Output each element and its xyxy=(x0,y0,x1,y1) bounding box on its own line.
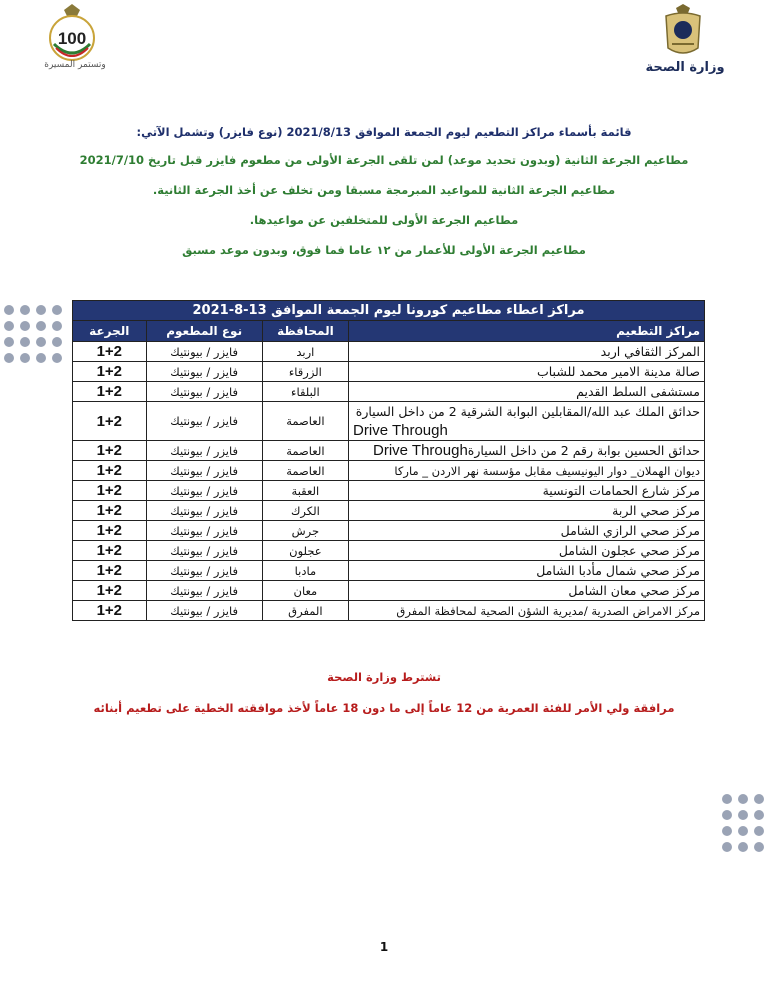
region: العاصمة xyxy=(262,402,348,441)
center-name-latin: Drive Through xyxy=(373,442,468,459)
column-header-dose: الجرعة xyxy=(73,321,147,342)
intro-line-4: مطاعيم الجرعة الأولى للمتخلفين عن مواعيدها. xyxy=(249,213,519,227)
vaccine-type: فايزر / بيونتيك xyxy=(146,342,262,362)
table-row xyxy=(73,581,705,601)
dose: 1+2 xyxy=(73,441,147,461)
column-header-vaccine: نوع المطعوم xyxy=(146,321,262,342)
table-row xyxy=(73,541,705,561)
centennial-logo xyxy=(44,4,100,64)
region: الكرك xyxy=(262,501,348,521)
dose: 1+2 xyxy=(73,402,147,441)
region: البلقاء xyxy=(262,382,348,402)
center-name: مركز صحي الربة xyxy=(349,501,705,521)
intro-line-1: قائمة بأسماء مراكز التطعيم ليوم الجمعة الموافق 2021/8/13 (نوع فايزر) وتشمل الآتي: xyxy=(136,125,632,139)
center-name: مركز الامراض الصدرية /مديرية الشؤن الصحية لمحافظة المفرق xyxy=(349,601,705,621)
center-name: صالة مدينة الامير محمد للشباب xyxy=(349,362,705,382)
page-number: 1 xyxy=(379,940,389,954)
region: عجلون xyxy=(262,541,348,561)
vaccine-type: فايزر / بيونتيك xyxy=(146,441,262,461)
table-title: مراكز اعطاء مطاعيم كورونا ليوم الجمعة الموافق 13-8-2021 xyxy=(73,301,705,321)
intro-line-2: مطاعيم الجرعة الثانية (وبدون تحديد موعد) لمن تلقى الجرعة الأولى من مطعوم فايزر قبل تاريخ 2021/7/10 xyxy=(79,153,689,167)
dose: 1+2 xyxy=(73,382,147,402)
region: المفرق xyxy=(262,601,348,621)
vaccine-type: فايزر / بيونتيك xyxy=(146,481,262,501)
vaccine-type: فايزر / بيونتيك xyxy=(146,402,262,441)
center-name: ديوان الهملان_ دوار اليونيسيف مقابل مؤسسة نهر الاردن _ ماركا xyxy=(349,461,705,481)
vaccine-type: فايزر / بيونتيك xyxy=(146,541,262,561)
ministry-name: وزارة الصحة xyxy=(645,60,725,75)
vaccine-type: فايزر / بيونتيك xyxy=(146,362,262,382)
region: جرش xyxy=(262,521,348,541)
table-row xyxy=(73,481,705,501)
center-name-multiline xyxy=(349,402,705,441)
center-name: مركز شارع الحمامات التونسية xyxy=(349,481,705,501)
table-row xyxy=(73,461,705,481)
dose: 1+2 xyxy=(73,342,147,362)
center-name: حدائق الملك عبد الله/المقابلين البوابة الشرقية 2 من داخل السيارة xyxy=(355,404,700,419)
requirement-text: مرافقة ولي الأمر للفئة العمرية من 12 عاماً إلى ما دون 18 عاماً لأخذ موافقته الخطية على تطعيم أبنائه xyxy=(93,701,675,715)
dose: 1+2 xyxy=(73,561,147,581)
vaccination-centers-table xyxy=(72,300,705,621)
table-row xyxy=(73,561,705,581)
table-row xyxy=(73,342,705,362)
table-row xyxy=(73,402,705,441)
decorative-dots-left xyxy=(4,305,62,363)
table-row xyxy=(73,441,705,461)
center-name: مركز صحي عجلون الشامل xyxy=(349,541,705,561)
center-name: مستشفى السلط القديم xyxy=(349,382,705,402)
center-name-mixed xyxy=(349,441,705,461)
vaccine-type: فايزر / بيونتيك xyxy=(146,382,262,402)
dose: 1+2 xyxy=(73,481,147,501)
center-name: مركز صحي شمال مأدبا الشامل xyxy=(349,561,705,581)
center-name: مركز صحي الرازي الشامل xyxy=(349,521,705,541)
decorative-dots-right xyxy=(722,794,768,852)
center-name: حدائق الحسين بوابة رقم 2 من داخل السيارة xyxy=(467,443,700,458)
vaccine-type: فايزر / بيونتيك xyxy=(146,581,262,601)
requirement-title: تشترط وزارة الصحة xyxy=(327,670,441,684)
intro-line-3: مطاعيم الجرعة الثانية للمواعيد المبرمجة مسبقا ومن تخلف عن أخذ الجرعة الثانية. xyxy=(152,183,616,197)
vaccine-type: فايزر / بيونتيك xyxy=(146,561,262,581)
center-name: مركز صحي معان الشامل xyxy=(349,581,705,601)
column-header-center: مراكز التطعيم xyxy=(349,321,705,342)
region: اربد xyxy=(262,342,348,362)
dose: 1+2 xyxy=(73,601,147,621)
table-row xyxy=(73,501,705,521)
vaccine-type: فايزر / بيونتيك xyxy=(146,461,262,481)
center-name: المركز الثقافي اربد xyxy=(349,342,705,362)
dose: 1+2 xyxy=(73,541,147,561)
vaccine-type: فايزر / بيونتيك xyxy=(146,501,262,521)
dose: 1+2 xyxy=(73,362,147,382)
region: مادبا xyxy=(262,561,348,581)
center-name-latin: Drive Through xyxy=(353,422,448,439)
logo-number: 100 xyxy=(57,29,87,48)
table-row xyxy=(73,382,705,402)
vaccine-type: فايزر / بيونتيك xyxy=(146,521,262,541)
ministry-crest-logo xyxy=(658,4,708,58)
intro-line-5: مطاعيم الجرعة الأولى للأعمار من ١٢ عاما فما فوق، وبدون موعد مسبق xyxy=(182,243,586,257)
dose: 1+2 xyxy=(73,521,147,541)
region: الزرقاء xyxy=(262,362,348,382)
vaccine-type: فايزر / بيونتيك xyxy=(146,601,262,621)
dose: 1+2 xyxy=(73,501,147,521)
region: العقبة xyxy=(262,481,348,501)
region: معان xyxy=(262,581,348,601)
column-header-region: المحافظة xyxy=(262,321,348,342)
region: العاصمة xyxy=(262,461,348,481)
dose: 1+2 xyxy=(73,581,147,601)
table-row xyxy=(73,362,705,382)
dose: 1+2 xyxy=(73,461,147,481)
table-row xyxy=(73,601,705,621)
centennial-caption: وتستمر المسيرة xyxy=(44,60,106,70)
table-row xyxy=(73,521,705,541)
region: العاصمة xyxy=(262,441,348,461)
